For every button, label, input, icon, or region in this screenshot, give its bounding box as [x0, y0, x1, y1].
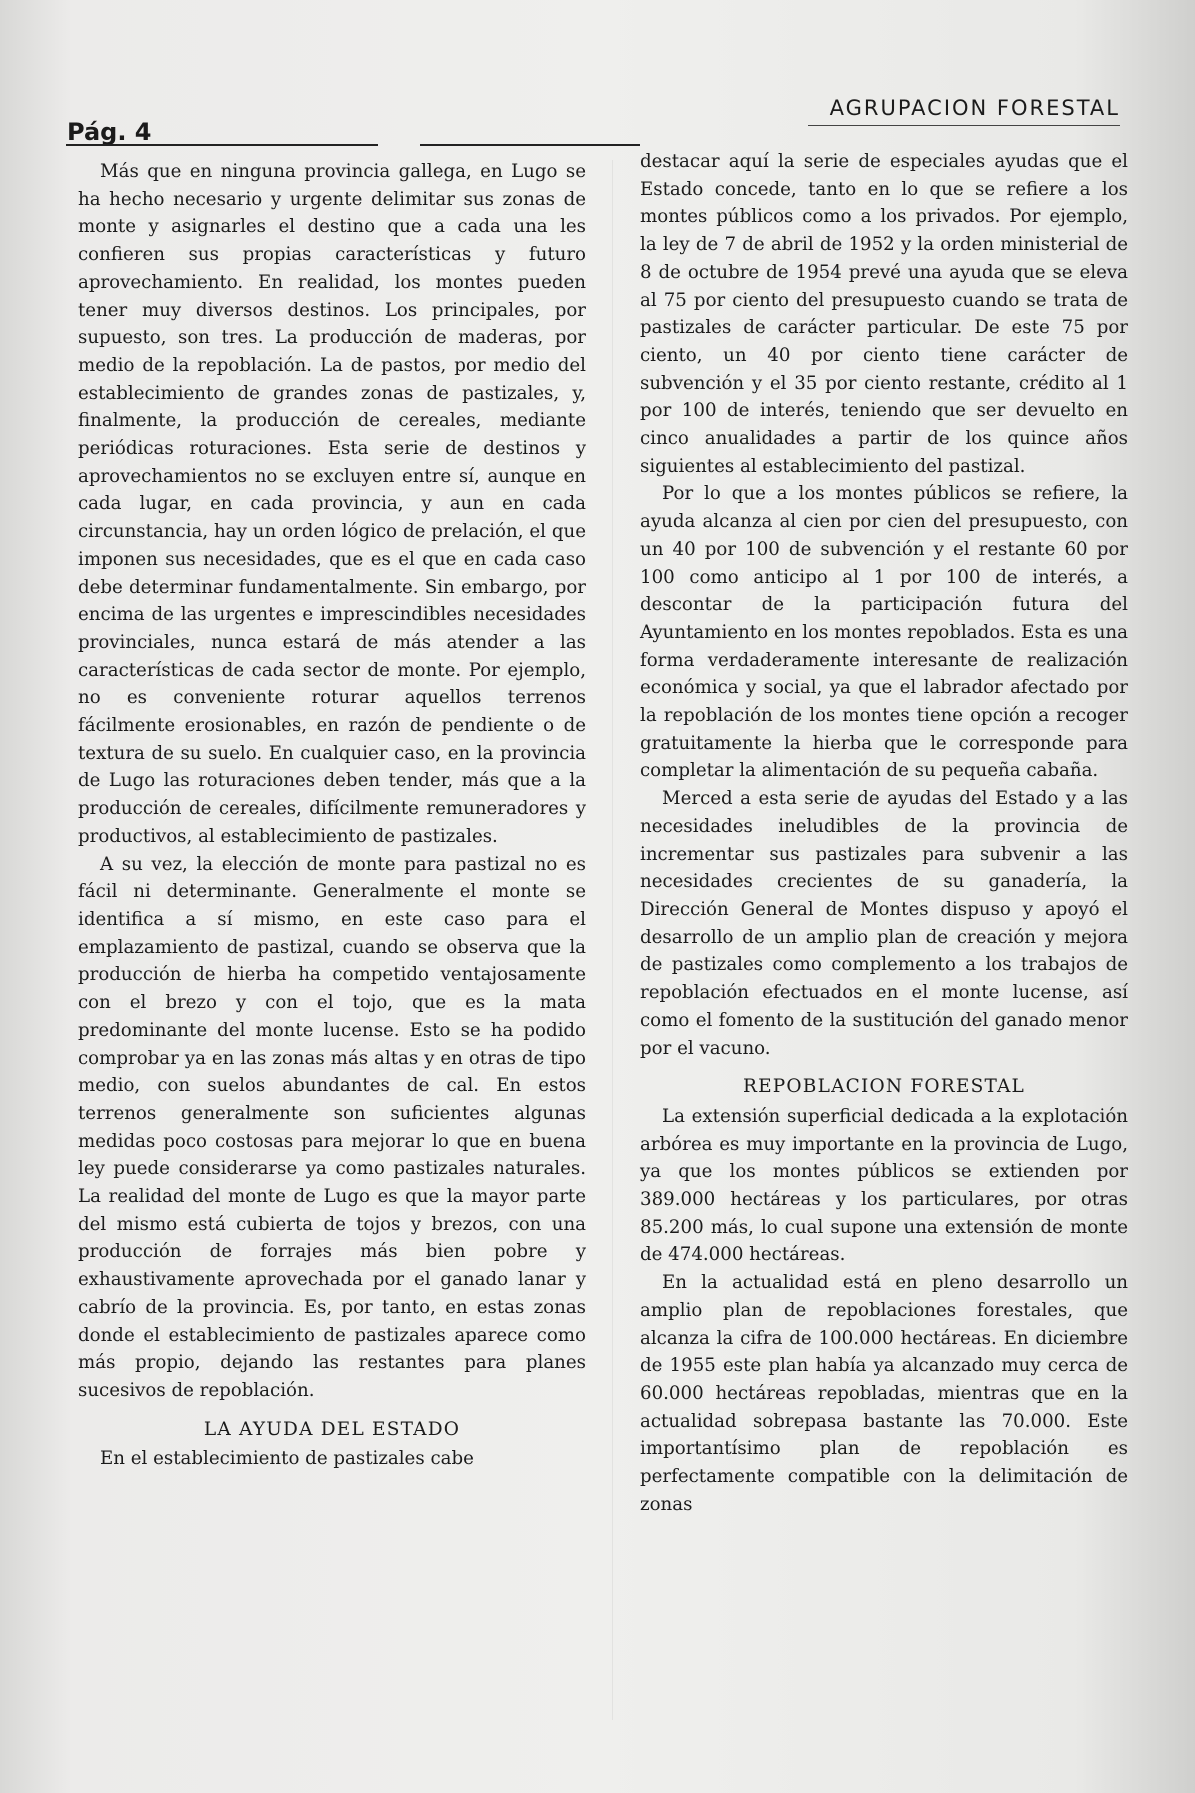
left-column [78, 158, 586, 1473]
page-number: Pág. 4 [67, 118, 152, 146]
paragraph: Merced a esta serie de ayudas del Estado y a las necesidades ineludibles de la provincia de incrementar sus pastizales para subvenir a las necesidades crecientes de su ganadería, la Dirección General de Montes dispuso y apoyó el desarrollo de un amplio plan de creación y mejora de pastizales como complemento a los trabajos de repoblación efectuados en el monte lucense, así como el fomento de la sustitución del ganado menor por el vacuno. [640, 788, 1128, 1059]
column-divider [612, 160, 613, 1720]
header-rule [808, 125, 1120, 126]
header-rule [420, 144, 640, 146]
section-heading: REPOBLACION FORESTAL [742, 1076, 1026, 1098]
paragraph: destacar aquí la serie de especiales ayudas que el Estado concede, tanto en lo que se refiere a los montes públicos como a los privados. Por ejemplo, la ley de 7 de abril de 1952 y la orden ministerial de 8 de octubre de 1954 prevé una ayuda que se eleva al 75 por ciento del presupuesto cuando se trata de pastizales de carácter particular. De este 75 por ciento, un 40 por ciento tiene carácter de subvención y el 35 por ciento restante, crédito al 1 por 100 de interés, teniendo que ser devuelto en cinco anualidades a partir de los quince años siguientes al establecimiento del pastizal. [640, 151, 1128, 477]
publication-title: AGRUPACION FORESTAL [829, 96, 1120, 120]
paragraph: A su vez, la elección de monte para pastizal no es fácil ni determinante. Generalmente el monte se identifica a sí mismo, en este caso para el emplazamiento de pastizal, cuando se observa que la producción de hierba ha competido ventajosamente con el brezo y con el tojo, que es la mata predominante del monte lucense. Esto se ha podido comprobar ya en las zonas más altas y en otras de tipo medio, con suelos abundantes de cal. En estos terrenos generalmente son suficientes algunas medidas poco costosas para mejorar lo que en buena ley puede considerarse ya como pastizales naturales. La realidad del monte de Lugo es que la mayor parte del mismo está cubierta de tojos y brezos, con una producción de forrajes más bien pobre y exhaustivamente aprovechada por el ganado lanar y cabrío de la provincia. Es, por tanto, en estas zonas donde el establecimiento de pastizales aparece como más propio, dejando las restantes para planes sucesivos de repoblación. [78, 853, 586, 1401]
paragraph: Más que en ninguna provincia gallega, en Lugo se ha hecho necesario y urgente delimitar sus zonas de monte y asignarles el destino que a cada una les confieren sus propias características y futuro aprovechamiento. En realidad, los montes pueden tener muy diversos destinos. Los principales, por supuesto, son tres. La producción de maderas, por medio de la repoblación. La de pastos, por medio del establecimiento de grandes zonas de pastizales, y, finalmente, la producción de cereales, mediante periódicas roturaciones. Esta serie de destinos y aprovechamientos no se excluyen entre sí, aunque en cada lugar, en cada provincia, y aun en cada circunstancia, hay un orden lógico de prelación, el que imponen sus necesidades, que es el que en cada caso debe determinar fundamentalmente. Sin embargo, por encima de las urgentes e imprescindibles necesidades provinciales, nunca estará de más atender a las características de cada sector de monte. Por ejemplo, no es conveniente roturar aquellos terrenos fácilmente erosionables, en razón de pendiente o de textura de su suelo. En cualquier caso, en la provincia de Lugo las roturaciones deben tender, más que a la producción de cereales, difícilmente remuneradores y productivos, al establecimiento de pastizales. [78, 161, 586, 847]
header-rule [66, 144, 378, 146]
paragraph: La extensión superficial dedicada a la explotación arbórea es muy importante en la provincia de Lugo, ya que los montes públicos se extienden por 389.000 hectáreas y los particulares, por otras 85.200 más, lo cual supone una extensión de monte de 474.000 hectáreas. [640, 1105, 1128, 1266]
paragraph: Por lo que a los montes públicos se refiere, la ayuda alcanza al cien por cien del presupuesto, con un 40 por 100 de subvención y el restante 60 por 100 como anticipo al 1 por 100 de interés, a descontar de la participación futura del Ayuntamiento en los montes repoblados. Esta es una forma verdaderamente interesante de realización económica y social, ya que el labrador afectado por la repoblación de los montes tiene opción a recoger gratuitamente la hierba que le corresponde para completar la alimentación de su pequeña cabaña. [640, 483, 1128, 782]
right-column [640, 148, 1128, 1518]
paragraph: En el establecimiento de pastizales cabe [100, 1448, 474, 1470]
paragraph: En la actualidad está en pleno desarrollo un amplio plan de repoblaciones forestales, que alcanza la cifra de 100.000 hectáreas. En diciembre de 1955 este plan había ya alcanzado muy cerca de 60.000 hectáreas repobladas, mientras que en la actualidad sobrepasa bastante las 70.000. Este importantísimo plan de repoblación es perfectamente compatible con la delimitación de zonas [640, 1272, 1128, 1515]
section-heading: LA AYUDA DEL ESTADO [203, 1418, 461, 1440]
